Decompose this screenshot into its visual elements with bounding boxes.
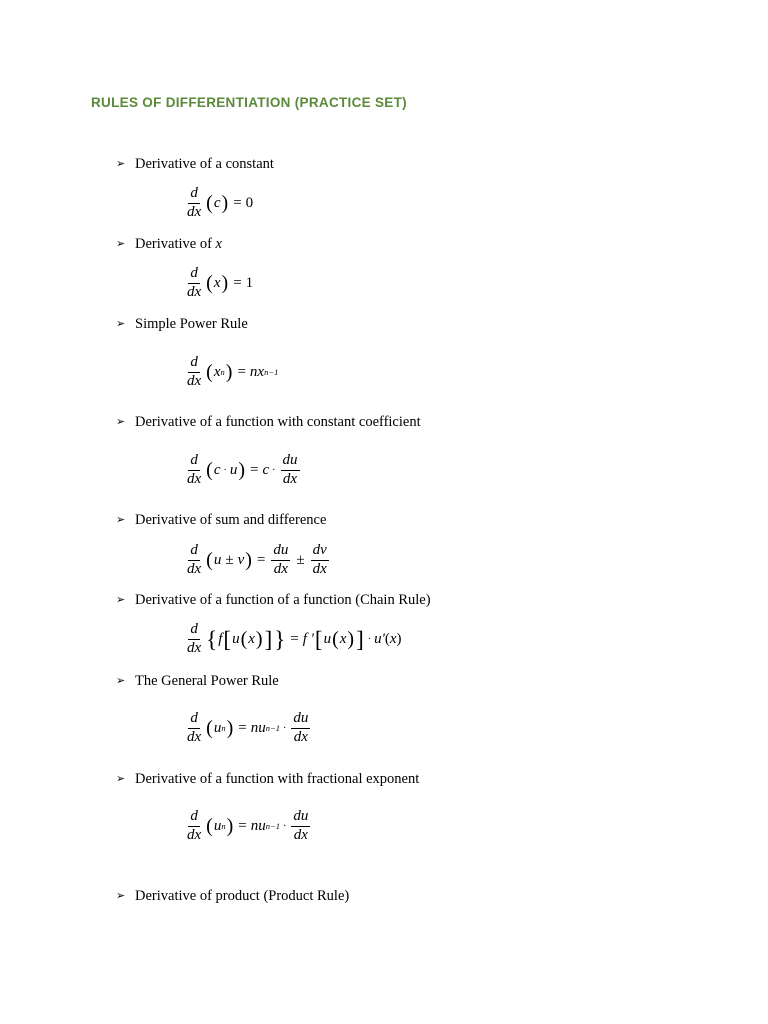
formula-simple-power: $\frac{d}{dx}$ ( x n ) = n x n−1 xyxy=(187,354,279,389)
fraction-d-dx: $\frac{d}{dx}$ xyxy=(187,452,202,487)
arrow-bullet-icon: ➢ xyxy=(116,157,126,170)
formula-constant-coefficient: $\frac{d}{dx}$ ( c · u ) = c · $\frac{du}{dx}$ xyxy=(187,452,298,487)
arrow-bullet-icon: ➢ xyxy=(116,513,126,526)
formula-fractional-exponent: $\frac{d}{dx}$ ( u n ) = n u n−1 · $\frac{du}{dx}$ xyxy=(187,808,309,843)
fraction-dv-dx: $\frac{dv}{dx}$ xyxy=(312,542,327,577)
arrow-bullet-icon: ➢ xyxy=(116,593,126,606)
fraction-du-dx: $\frac{du}{dx}$ xyxy=(273,542,289,577)
rule-label: Derivative of product (Product Rule) xyxy=(135,888,350,904)
fraction-du-dx: $\frac{du}{dx}$ xyxy=(282,452,298,487)
arrow-bullet-icon: ➢ xyxy=(116,889,126,902)
arrow-bullet-icon: ➢ xyxy=(116,772,126,785)
fraction-d-dx: $\frac{d}{dx}$ xyxy=(187,265,202,300)
arrow-bullet-icon: ➢ xyxy=(116,415,126,428)
rule-general-power xyxy=(116,672,279,690)
formula-sum-difference: $\frac{d}{dx}$ ( u ± v ) = $\frac{du}{dx}$ ± $\frac{dv}{dx}$ xyxy=(187,542,327,577)
fraction-d-dx: $\frac{d}{dx}$ xyxy=(187,354,202,389)
fraction-d-dx: $\frac{d}{dx}$ xyxy=(187,808,202,843)
rule-label: Simple Power Rule xyxy=(135,316,248,332)
rule-label: Derivative of xyxy=(135,236,216,252)
rule-label: Derivative of a function of a function (Chain Rule) xyxy=(135,592,431,608)
arrow-bullet-icon: ➢ xyxy=(116,237,126,250)
rule-label: Derivative of a constant xyxy=(135,156,274,172)
fraction-d-dx: $\frac{d}{dx}$ xyxy=(187,542,202,577)
formula-derivative-of-x: $\frac{d}{dx}$ ( x ) = 1 xyxy=(187,265,254,300)
rule-label: Derivative of a function with constant coefficient xyxy=(135,414,421,430)
formula-general-power: $\frac{d}{dx}$ ( u n ) = n u n−1 · $\frac{du}{dx}$ xyxy=(187,710,309,745)
arrow-bullet-icon: ➢ xyxy=(116,674,126,687)
rule-label: Derivative of sum and difference xyxy=(135,512,327,528)
rule-derivative-of-x xyxy=(116,235,222,253)
rule-sum-difference xyxy=(116,511,326,529)
rule-label: The General Power Rule xyxy=(135,673,279,689)
rule-constant xyxy=(116,155,274,173)
fraction-du-dx: $\frac{du}{dx}$ xyxy=(293,808,309,843)
arrow-bullet-icon: ➢ xyxy=(116,317,126,330)
rule-label: Derivative of a function with fractional exponent xyxy=(135,771,420,787)
fraction-d-dx: $\frac{d}{dx}$ xyxy=(187,185,202,220)
fraction-d-dx: $\frac{d}{dx}$ xyxy=(187,621,202,656)
fraction-du-dx: $\frac{du}{dx}$ xyxy=(293,710,309,745)
rule-chain xyxy=(116,591,431,609)
page-title: RULES OF DIFFERENTIATION (PRACTICE SET) xyxy=(91,95,407,110)
formula-constant: $\frac{d}{dx}$ ( c ) = 0 xyxy=(187,185,254,220)
rule-label-variable: x xyxy=(215,236,222,252)
rule-fractional-exponent xyxy=(116,770,419,788)
rule-constant-coefficient xyxy=(116,413,421,431)
rule-simple-power xyxy=(116,315,248,333)
formula-chain: $\frac{d}{dx}$ { f [ u ( x ) ] } = f ' [ u ( x ) ] · u' ( x ) xyxy=(187,621,402,656)
rule-product xyxy=(116,887,349,905)
fraction-d-dx: $\frac{d}{dx}$ xyxy=(187,710,202,745)
